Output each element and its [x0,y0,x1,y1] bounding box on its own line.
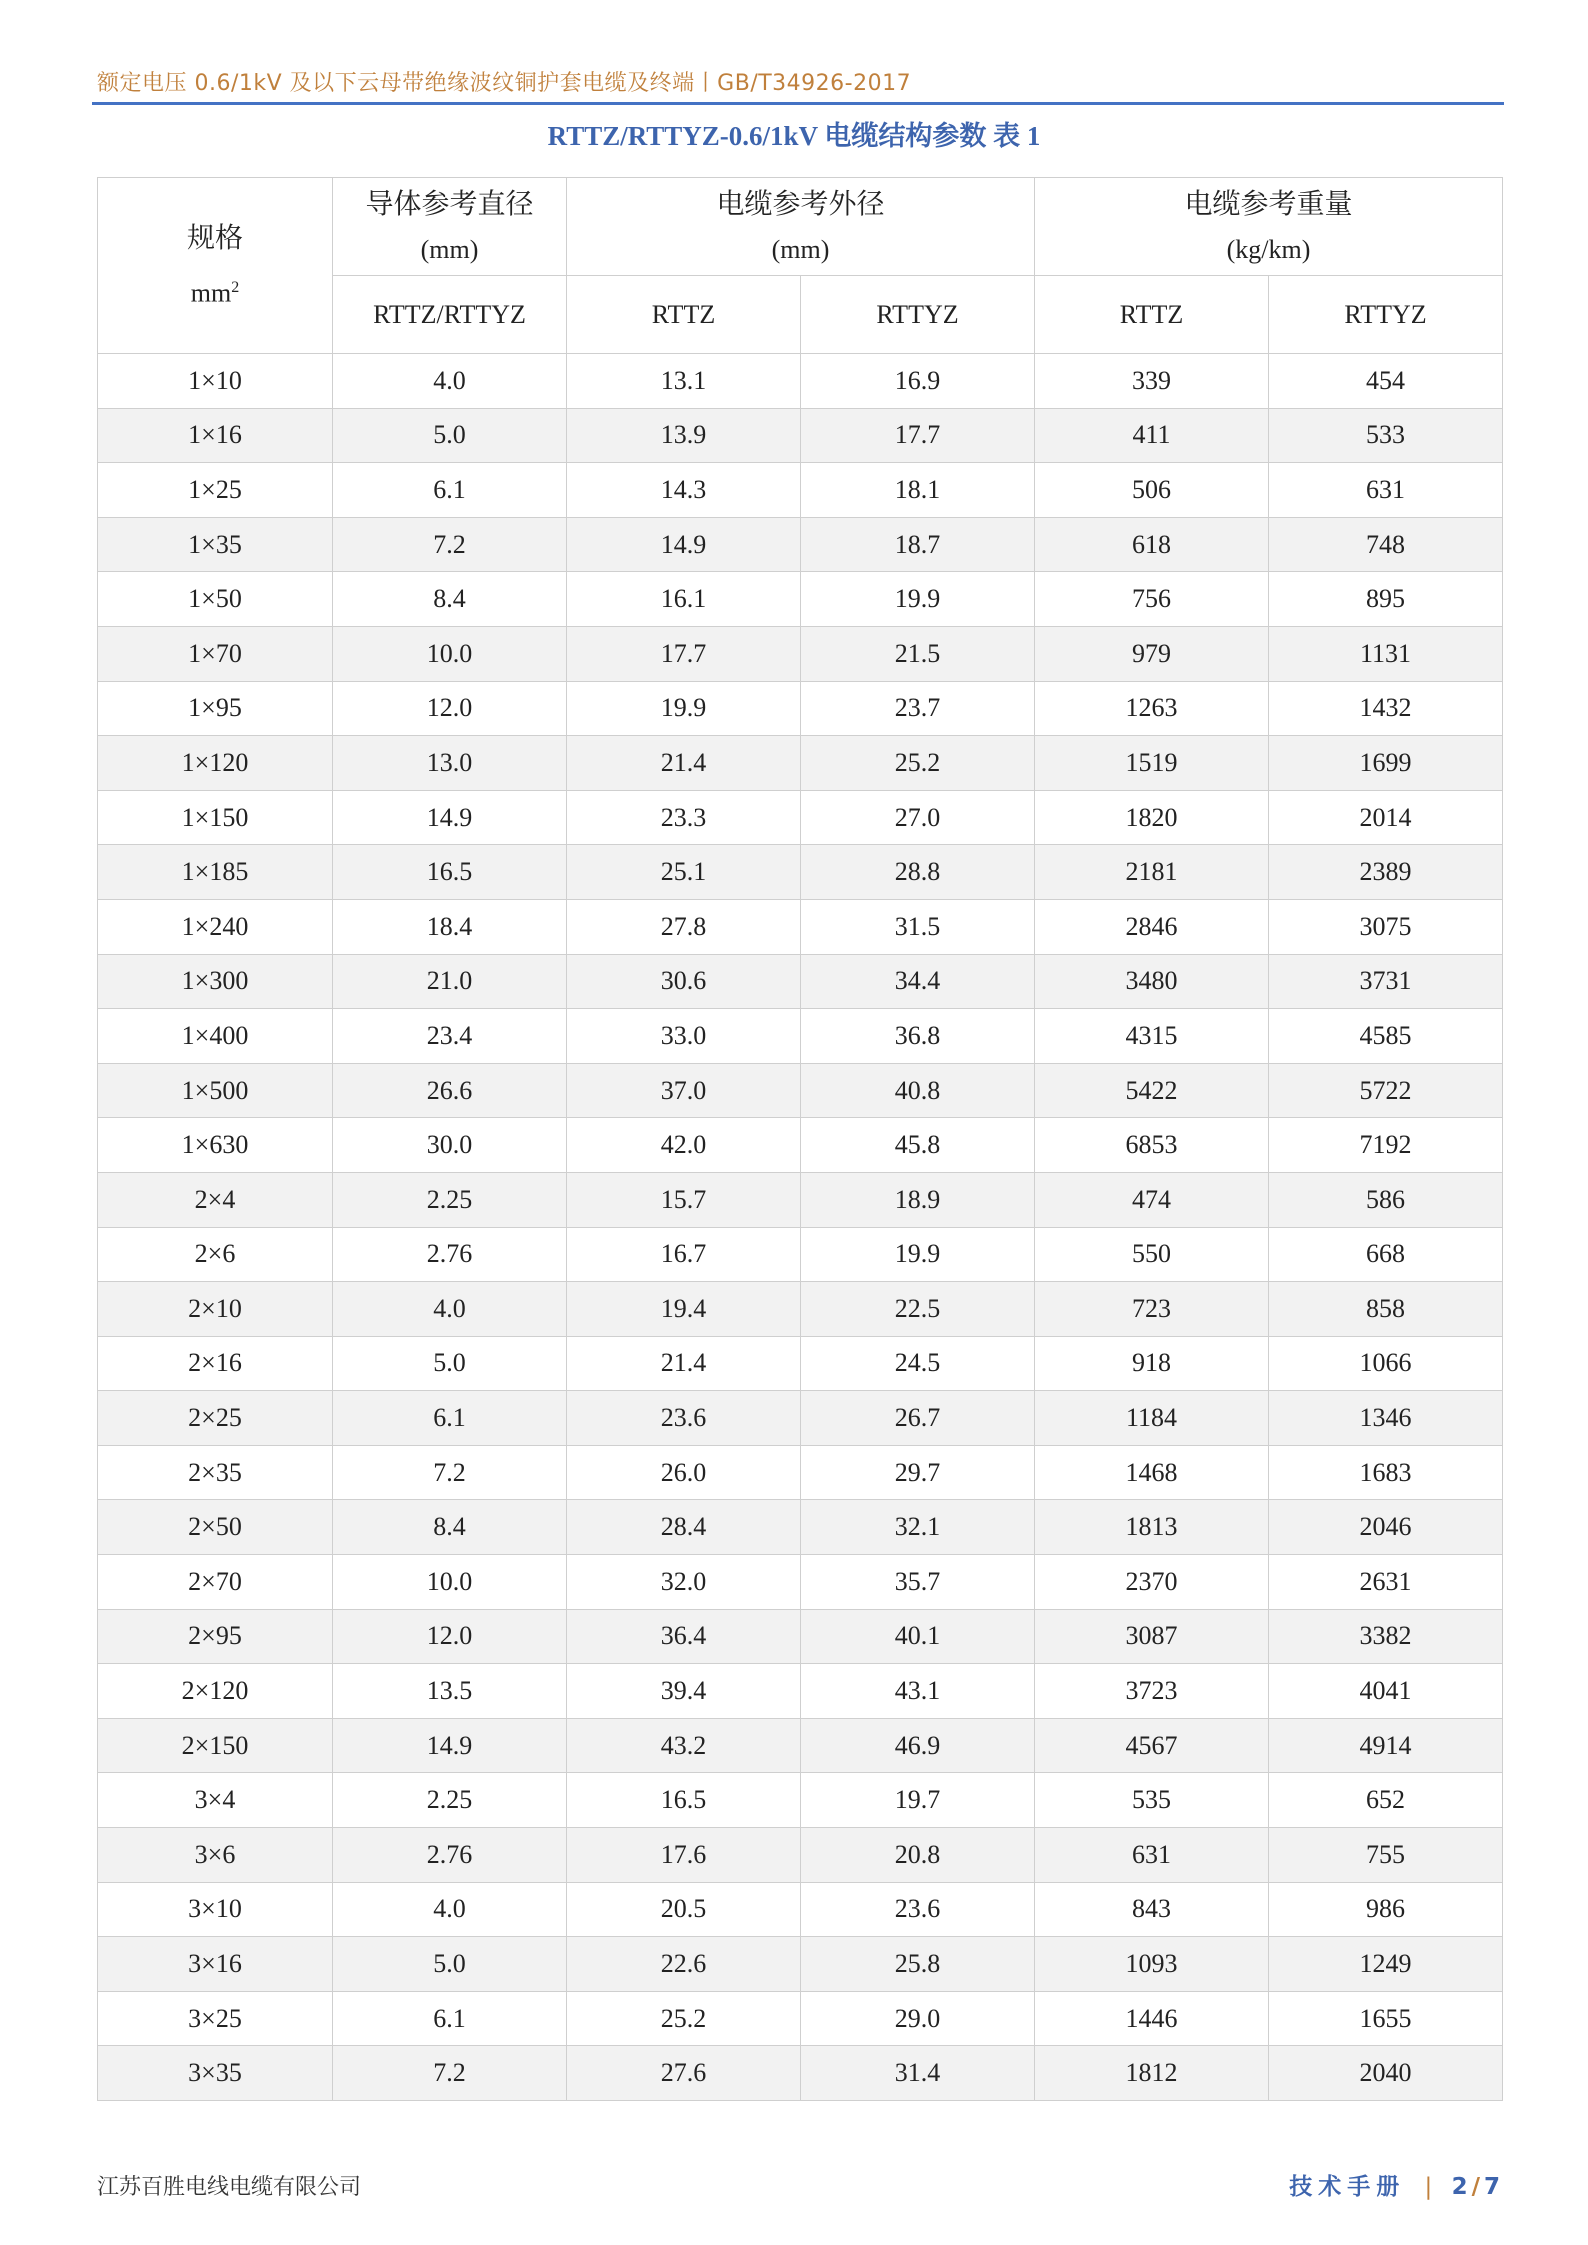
cell-conductor-diameter: 2.25 [333,1172,567,1227]
page-number [1452,2174,1500,2200]
footer-separator: | [1424,2174,1433,2200]
footer-manual-label: 技术手册 [1289,2174,1406,2200]
subheader-od-rttyz: RTTYZ [801,276,1035,354]
cell-od-rttyz: 35.7 [801,1555,1035,1610]
cell-spec: 1×240 [98,899,333,954]
cell-weight-rttz: 1263 [1035,681,1269,736]
cell-conductor-diameter: 12.0 [333,681,567,736]
cell-weight-rttyz: 1346 [1269,1391,1503,1446]
cell-spec: 1×25 [98,463,333,518]
table-row [98,1937,1503,1992]
cell-weight-rttz: 5422 [1035,1063,1269,1118]
header-rule [92,102,1504,105]
cell-weight-rttz: 1519 [1035,736,1269,791]
cell-od-rttyz: 27.0 [801,790,1035,845]
cell-od-rttyz: 43.1 [801,1664,1035,1719]
table-row [98,408,1503,463]
cell-weight-rttz: 1446 [1035,1991,1269,2046]
cell-weight-rttz: 506 [1035,463,1269,518]
cell-od-rttz: 20.5 [567,1882,801,1937]
cell-conductor-diameter: 14.9 [333,1718,567,1773]
cell-weight-rttz: 918 [1035,1336,1269,1391]
subheader-weight-rttz: RTTZ [1035,276,1269,354]
cell-od-rttyz: 31.4 [801,2046,1035,2101]
cell-od-rttz: 30.6 [567,954,801,1009]
cell-weight-rttyz: 2046 [1269,1500,1503,1555]
cell-od-rttz: 23.6 [567,1391,801,1446]
cell-conductor-diameter: 6.1 [333,1391,567,1446]
subheader-conductor: RTTZ/RTTYZ [333,276,567,354]
cell-conductor-diameter: 6.1 [333,463,567,518]
cell-conductor-diameter: 6.1 [333,1991,567,2046]
cell-spec: 2×10 [98,1282,333,1337]
header-spec [98,178,333,354]
cell-conductor-diameter: 18.4 [333,899,567,954]
table-row [98,1773,1503,1828]
cell-spec: 2×150 [98,1718,333,1773]
cell-weight-rttyz: 1066 [1269,1336,1503,1391]
cell-spec: 2×16 [98,1336,333,1391]
table-row [98,1118,1503,1173]
cell-weight-rttz: 843 [1035,1882,1269,1937]
cell-od-rttz: 14.9 [567,517,801,572]
table-row [98,1282,1503,1337]
cell-conductor-diameter: 21.0 [333,954,567,1009]
table-row [98,1882,1503,1937]
cell-od-rttyz: 34.4 [801,954,1035,1009]
cell-od-rttz: 25.1 [567,845,801,900]
cell-weight-rttz: 339 [1035,354,1269,409]
table-row [98,1227,1503,1282]
cell-weight-rttyz: 1432 [1269,681,1503,736]
table-row [98,1445,1503,1500]
table-row [98,354,1503,409]
cell-conductor-diameter: 5.0 [333,1937,567,1992]
cell-spec: 3×25 [98,1991,333,2046]
cell-weight-rttz: 3723 [1035,1664,1269,1719]
cell-od-rttz: 23.3 [567,790,801,845]
cell-od-rttz: 16.7 [567,1227,801,1282]
cell-spec: 1×95 [98,681,333,736]
cell-conductor-diameter: 5.0 [333,408,567,463]
cell-od-rttyz: 40.8 [801,1063,1035,1118]
cell-weight-rttyz: 1249 [1269,1937,1503,1992]
cell-od-rttyz: 22.5 [801,1282,1035,1337]
cell-od-rttyz: 29.0 [801,1991,1035,2046]
table-row [98,1609,1503,1664]
cell-od-rttz: 37.0 [567,1063,801,1118]
cell-conductor-diameter: 30.0 [333,1118,567,1173]
cell-spec: 1×16 [98,408,333,463]
header-spec-label: 规格 [186,220,243,254]
cell-spec: 2×95 [98,1609,333,1664]
table-row [98,845,1503,900]
cell-spec: 1×10 [98,354,333,409]
cell-weight-rttz: 411 [1035,408,1269,463]
cell-spec: 1×400 [98,1009,333,1064]
cell-od-rttyz: 32.1 [801,1500,1035,1555]
subheader-od-rttz: RTTZ [567,276,801,354]
table-row [98,2046,1503,2101]
cell-weight-rttz: 2181 [1035,845,1269,900]
cell-weight-rttyz: 895 [1269,572,1503,627]
cell-od-rttz: 39.4 [567,1664,801,1719]
cell-weight-rttz: 1812 [1035,2046,1269,2101]
cell-od-rttyz: 19.9 [801,572,1035,627]
table-row [98,1664,1503,1719]
cell-weight-rttyz: 2631 [1269,1555,1503,1610]
cell-conductor-diameter: 4.0 [333,354,567,409]
cell-conductor-diameter: 2.25 [333,1773,567,1828]
cell-conductor-diameter: 10.0 [333,1555,567,1610]
cell-od-rttz: 15.7 [567,1172,801,1227]
cell-conductor-diameter: 13.5 [333,1664,567,1719]
cell-od-rttz: 33.0 [567,1009,801,1064]
cell-spec: 1×300 [98,954,333,1009]
cell-od-rttz: 16.1 [567,572,801,627]
cell-conductor-diameter: 10.0 [333,626,567,681]
cell-od-rttyz: 45.8 [801,1118,1035,1173]
header-weight: 电缆参考重量 (kg/km) [1035,178,1503,276]
cell-spec: 3×10 [98,1882,333,1937]
cell-od-rttyz: 28.8 [801,845,1035,900]
cell-conductor-diameter: 16.5 [333,845,567,900]
table-row [98,517,1503,572]
cell-weight-rttyz: 1683 [1269,1445,1503,1500]
cell-od-rttz: 16.5 [567,1773,801,1828]
cell-weight-rttz: 474 [1035,1172,1269,1227]
cell-od-rttyz: 46.9 [801,1718,1035,1773]
cell-weight-rttyz: 5722 [1269,1063,1503,1118]
cell-od-rttyz: 18.1 [801,463,1035,518]
header-conductor-diameter: 导体参考直径 (mm) [333,178,567,276]
cell-weight-rttyz: 4585 [1269,1009,1503,1064]
cell-od-rttz: 43.2 [567,1718,801,1773]
cell-weight-rttz: 535 [1035,1773,1269,1828]
cell-conductor-diameter: 26.6 [333,1063,567,1118]
cell-weight-rttz: 1468 [1035,1445,1269,1500]
cell-weight-rttyz: 1655 [1269,1991,1503,2046]
cell-weight-rttyz: 858 [1269,1282,1503,1337]
cell-od-rttyz: 16.9 [801,354,1035,409]
cell-weight-rttyz: 3075 [1269,899,1503,954]
cell-spec: 3×35 [98,2046,333,2101]
table-row [98,1063,1503,1118]
cell-weight-rttyz: 454 [1269,354,1503,409]
cell-spec: 1×630 [98,1118,333,1173]
table-row [98,790,1503,845]
cell-od-rttz: 19.4 [567,1282,801,1337]
cell-weight-rttyz: 533 [1269,408,1503,463]
cell-weight-rttyz: 3382 [1269,1609,1503,1664]
cell-weight-rttz: 1184 [1035,1391,1269,1446]
cell-od-rttz: 19.9 [567,681,801,736]
table-row [98,572,1503,627]
cell-weight-rttyz: 631 [1269,463,1503,518]
cell-conductor-diameter: 5.0 [333,1336,567,1391]
table-row [98,1991,1503,2046]
cell-weight-rttyz: 755 [1269,1828,1503,1883]
cell-od-rttyz: 31.5 [801,899,1035,954]
cell-spec: 2×25 [98,1391,333,1446]
cell-weight-rttyz: 4914 [1269,1718,1503,1773]
page-current: 2 [1451,2174,1468,2200]
cell-conductor-diameter: 7.2 [333,1445,567,1500]
table-row [98,736,1503,791]
page-total: 7 [1483,2174,1500,2200]
cell-od-rttz: 36.4 [567,1609,801,1664]
cell-spec: 2×50 [98,1500,333,1555]
cell-weight-rttyz: 652 [1269,1773,1503,1828]
cell-od-rttyz: 21.5 [801,626,1035,681]
header-outer-diameter: 电缆参考外径 (mm) [567,178,1035,276]
table-row [98,681,1503,736]
cell-od-rttyz: 19.7 [801,1773,1035,1828]
cell-spec: 1×500 [98,1063,333,1118]
table-row [98,954,1503,1009]
cell-spec: 3×4 [98,1773,333,1828]
running-header: 额定电压 0.6/1kV 及以下云母带绝缘波纹铜护套电缆及终端丨GB/T34926-2017 [97,71,912,96]
cell-weight-rttyz: 748 [1269,517,1503,572]
cell-spec: 1×185 [98,845,333,900]
cell-od-rttyz: 18.7 [801,517,1035,572]
cell-weight-rttz: 4315 [1035,1009,1269,1064]
cell-od-rttyz: 20.8 [801,1828,1035,1883]
cell-spec: 2×35 [98,1445,333,1500]
cell-spec: 1×120 [98,736,333,791]
cell-od-rttz: 27.6 [567,2046,801,2101]
cell-weight-rttz: 2370 [1035,1555,1269,1610]
cell-conductor-diameter: 14.9 [333,790,567,845]
table-row [98,1500,1503,1555]
cell-spec: 1×35 [98,517,333,572]
cell-weight-rttz: 723 [1035,1282,1269,1337]
subheader-weight-rttyz: RTTYZ [1269,276,1503,354]
cell-weight-rttz: 1820 [1035,790,1269,845]
table-row [98,463,1503,518]
cell-weight-rttyz: 668 [1269,1227,1503,1282]
page-slash: / [1471,2174,1480,2200]
cell-conductor-diameter: 23.4 [333,1009,567,1064]
cell-weight-rttyz: 2389 [1269,845,1503,900]
table-row [98,1828,1503,1883]
cell-weight-rttz: 618 [1035,517,1269,572]
cell-weight-rttz: 3480 [1035,954,1269,1009]
cell-weight-rttz: 6853 [1035,1118,1269,1173]
cell-conductor-diameter: 12.0 [333,1609,567,1664]
cell-od-rttyz: 29.7 [801,1445,1035,1500]
footer-right [1289,2168,1500,2201]
table-row [98,1172,1503,1227]
cell-weight-rttz: 550 [1035,1227,1269,1282]
cell-od-rttz: 17.6 [567,1828,801,1883]
cell-spec: 2×70 [98,1555,333,1610]
table-row [98,626,1503,681]
cell-od-rttyz: 36.8 [801,1009,1035,1064]
table-row [98,899,1503,954]
cell-od-rttyz: 25.2 [801,736,1035,791]
cell-weight-rttyz: 586 [1269,1172,1503,1227]
cell-weight-rttyz: 3731 [1269,954,1503,1009]
cell-weight-rttyz: 2014 [1269,790,1503,845]
cell-weight-rttyz: 1131 [1269,626,1503,681]
cell-conductor-diameter: 8.4 [333,1500,567,1555]
cell-weight-rttz: 756 [1035,572,1269,627]
cell-od-rttyz: 26.7 [801,1391,1035,1446]
cable-spec-table [97,177,1503,2101]
cell-od-rttz: 42.0 [567,1118,801,1173]
table-row [98,1009,1503,1064]
cell-od-rttz: 17.7 [567,626,801,681]
cell-weight-rttyz: 4041 [1269,1664,1503,1719]
table-row [98,1391,1503,1446]
cell-conductor-diameter: 2.76 [333,1828,567,1883]
cell-od-rttz: 14.3 [567,463,801,518]
cell-weight-rttyz: 7192 [1269,1118,1503,1173]
cell-spec: 1×150 [98,790,333,845]
header-spec-unit: $mm^2$ [190,278,240,308]
cell-spec: 2×4 [98,1172,333,1227]
cell-weight-rttz: 1813 [1035,1500,1269,1555]
cell-weight-rttz: 3087 [1035,1609,1269,1664]
cell-od-rttyz: 17.7 [801,408,1035,463]
cell-weight-rttyz: 1699 [1269,736,1503,791]
cell-spec: 2×6 [98,1227,333,1282]
cell-weight-rttz: 631 [1035,1828,1269,1883]
cell-od-rttyz: 19.9 [801,1227,1035,1282]
cell-od-rttz: 28.4 [567,1500,801,1555]
cell-spec: 1×70 [98,626,333,681]
cell-od-rttyz: 18.9 [801,1172,1035,1227]
cell-conductor-diameter: 7.2 [333,517,567,572]
cell-conductor-diameter: 4.0 [333,1282,567,1337]
cell-spec: 3×6 [98,1828,333,1883]
cell-weight-rttz: 979 [1035,626,1269,681]
cell-conductor-diameter: 2.76 [333,1227,567,1282]
cell-od-rttyz: 25.8 [801,1937,1035,1992]
footer-company: 江苏百胜电线电缆有限公司 [97,2175,362,2200]
cell-spec: 1×50 [98,572,333,627]
cell-od-rttyz: 23.7 [801,681,1035,736]
table-body [98,354,1503,2101]
cell-od-rttz: 32.0 [567,1555,801,1610]
cell-od-rttz: 22.6 [567,1937,801,1992]
cell-od-rttz: 26.0 [567,1445,801,1500]
cell-od-rttyz: 24.5 [801,1336,1035,1391]
cell-od-rttz: 13.1 [567,354,801,409]
cell-conductor-diameter: 7.2 [333,2046,567,2101]
cell-conductor-diameter: 13.0 [333,736,567,791]
table-row [98,1718,1503,1773]
cell-od-rttyz: 40.1 [801,1609,1035,1664]
table-title: RTTZ/RTTYZ-0.6/1kV 电缆结构参数 表 1 [547,121,1041,151]
cell-weight-rttz: 1093 [1035,1937,1269,1992]
cell-spec: 3×16 [98,1937,333,1992]
cell-od-rttyz: 23.6 [801,1882,1035,1937]
table-row [98,1555,1503,1610]
cell-conductor-diameter: 4.0 [333,1882,567,1937]
cell-weight-rttz: 4567 [1035,1718,1269,1773]
cell-conductor-diameter: 8.4 [333,572,567,627]
cell-spec: 2×120 [98,1664,333,1719]
cell-od-rttz: 13.9 [567,408,801,463]
cell-od-rttz: 21.4 [567,1336,801,1391]
table-row [98,1336,1503,1391]
cell-od-rttz: 27.8 [567,899,801,954]
cell-od-rttz: 21.4 [567,736,801,791]
cell-weight-rttz: 2846 [1035,899,1269,954]
cell-weight-rttyz: 2040 [1269,2046,1503,2101]
cell-od-rttz: 25.2 [567,1991,801,2046]
cell-weight-rttyz: 986 [1269,1882,1503,1937]
